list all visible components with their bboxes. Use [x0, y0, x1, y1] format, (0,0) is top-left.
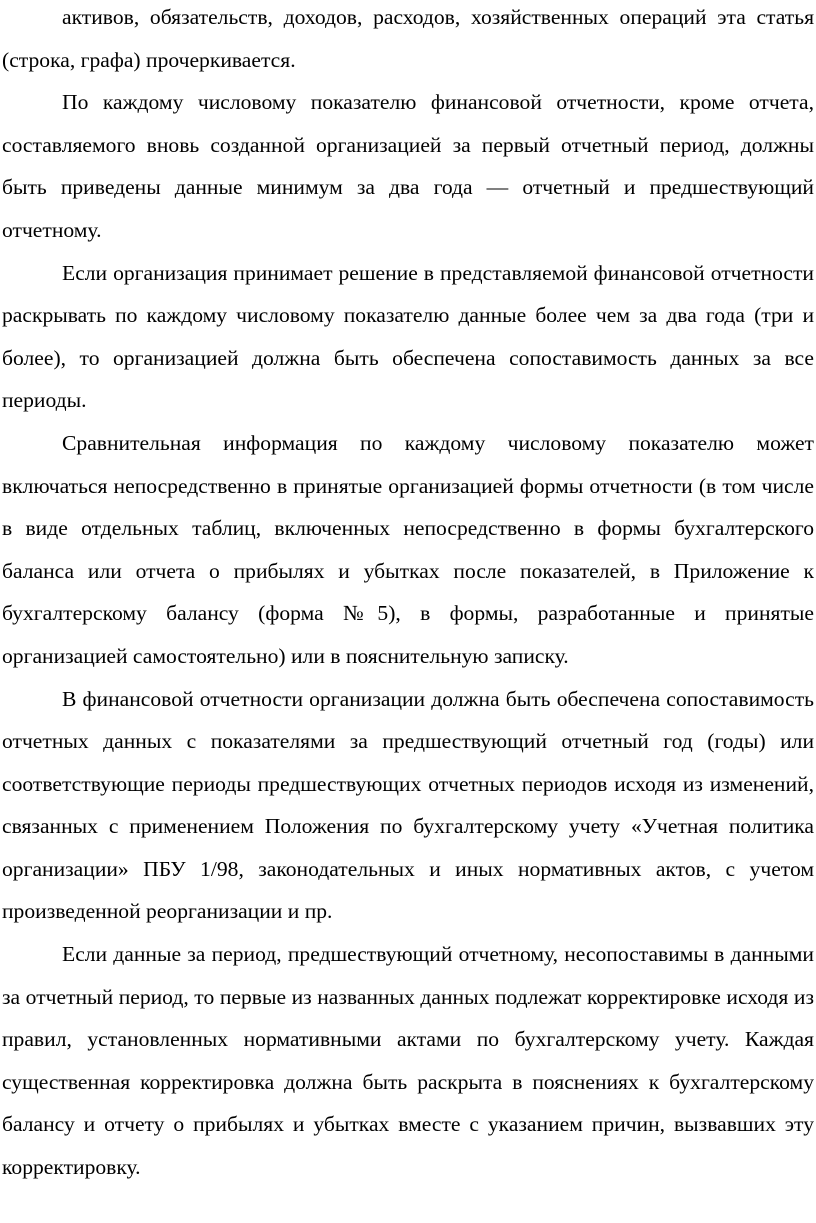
paragraph-comparative-data-two-years: По каждому числовому показателю финансовой отчетности, кроме отчета, составляемого вновь созданной организацией за первый отчетный период, должны быть приведены данные минимум за два года — отчетный и предшествующий отчетному. — [2, 90, 814, 242]
paragraph-adjustments: Если данные за период, предшествующий отчетному, несопоставимы в данными за отчетный период, то первые из названных данных подлежат корректировке исходя из правил, установленных нормативными актами по бухгалтерскому учету. Каждая существенная корректировка должна быть раскрыта в пояснениях к бухгалтерскому балансу и отчету о прибылях и убытках вместе с указанием причин, вызвавших эту корректировку. — [2, 942, 814, 1180]
paragraph-continuation: активов, обязательств, доходов, расходов, хозяйственных операций эта статья (строка, графа) прочеркивается. — [2, 5, 814, 72]
paragraph-comparability: В финансовой отчетности организации должна быть обеспечена сопоставимость отчетных данных с показателями за предшествующий отчетный год (годы) или соответствующие периоды предшествующих отчетных периодов исходя из изменений, связанных с применением Положения по бухгалтерскому учету «Учетная политика организации» ПБУ 1/98, законодательных и иных нормативных актов, с учетом произведенной реорганизации и пр. — [2, 686, 814, 924]
paragraph-comparative-information: Сравнительная информация по каждому числовому показателю может включаться непосредственно в принятые организацией формы отчетности (в том числе в виде отдельных таблиц, включенных непосредственно в формы бухгалтерского баланса или отчета о прибылях и убытках после показателей, в Приложение к бухгалтерскому балансу (форма №5), в формы, разработанные и принятые организацией самостоятельно) или в пояснительную записку. — [2, 430, 814, 668]
paragraph-more-than-two-years: Если организация принимает решение в представляемой финансовой отчетности раскрывать по каждому числовому показателю данные более чем за два года (три и более), то организацией должна быть обеспечена сопоставимость данных за все периоды. — [2, 260, 814, 413]
